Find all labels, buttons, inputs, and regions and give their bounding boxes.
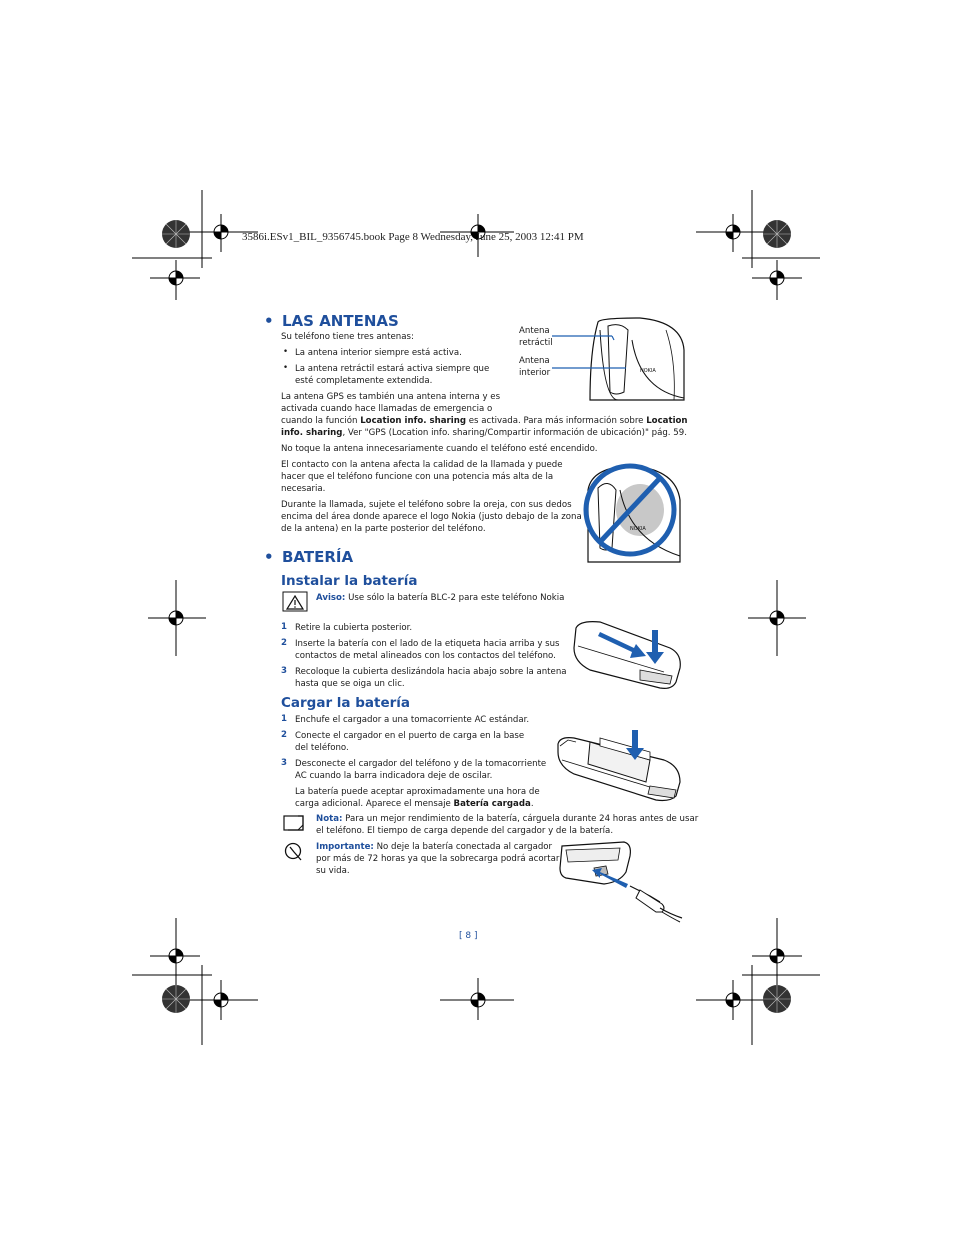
important-body: No deje la batería conectada al cargador xyxy=(373,842,553,852)
bullet-dot: • xyxy=(283,347,289,357)
install-step-2-line-1: Inserte la batería con el lado de la etiqueta hacia arriba y sus xyxy=(295,639,560,649)
no-touch-text: No toque la antena innecesariamente cuando el teléfono esté encendido. xyxy=(281,444,598,454)
section-bullet: • xyxy=(264,548,274,566)
label-retractable-1: Antena xyxy=(519,326,550,336)
warning-body: Use sólo la batería BLC-2 para este teléfono Nokia xyxy=(345,593,565,603)
gps-line-2: activada cuando hace llamadas de emergencia o xyxy=(281,404,493,414)
label-retractable-2: retráctil xyxy=(519,338,553,348)
feature-name: info. sharing xyxy=(281,428,343,438)
gps-line-1: La antena GPS es también una antena interna y es xyxy=(281,392,501,402)
contact-line-1: El contacto con la antena afecta la calidad de la llamada y puede xyxy=(281,460,563,470)
section-title-text: LAS ANTENAS xyxy=(282,312,399,330)
antennas-intro: Su teléfono tiene tres antenas: xyxy=(281,332,414,342)
step-number: 3 xyxy=(281,758,287,768)
label-interior-2: interior xyxy=(519,368,551,378)
subsection-install-battery: Instalar la batería xyxy=(281,573,418,589)
important-line-2: por más de 72 horas ya que la sobrecarga podrá acortar xyxy=(316,854,560,864)
install-step-3-line-1: Recoloque la cubierta deslizándola hacia abajo sobre la antena xyxy=(295,667,567,677)
bullet-dot: • xyxy=(283,363,289,373)
cross-reference: , Ver "GPS (Location info. sharing/Compartir información de ubicación)" pág. 59. xyxy=(342,428,687,438)
step-number: 1 xyxy=(281,622,287,632)
nokia-logo-text: NOKIA xyxy=(630,526,646,532)
important-label: Importante: xyxy=(316,842,374,852)
warning-label: Aviso: xyxy=(316,593,346,603)
step-number: 1 xyxy=(281,714,287,724)
charge-step-2-line-1: Conecte el cargador en el puerto de carga en la base xyxy=(295,731,525,741)
step-number: 3 xyxy=(281,666,287,676)
step-number: 2 xyxy=(281,730,287,740)
text: carga adicional. Aparece el mensaje xyxy=(295,799,454,809)
bullet-interior: La antena interior siempre está activa. xyxy=(295,348,462,358)
during-line-3: de la antena) en la parte posterior del teléfono. xyxy=(281,524,486,534)
text: cuando la función xyxy=(281,416,361,426)
text: . xyxy=(530,799,534,809)
install-step-3-line-2: hasta que se oiga un clic. xyxy=(295,679,405,689)
feature-name: Location xyxy=(646,416,688,426)
charge-step-2-line-2: del teléfono. xyxy=(295,743,349,753)
important-line-3: su vida. xyxy=(316,866,350,876)
install-step-1: Retire la cubierta posterior. xyxy=(295,623,413,633)
feature-name: Location info. sharing xyxy=(360,416,466,426)
install-step-2-line-2: contactos de metal alineados con los contactos del teléfono. xyxy=(295,651,556,661)
note-body: Para un mejor rendimiento de la batería, cárguela durante 24 horas antes de usar xyxy=(342,814,699,824)
page-number: [ 8 ] xyxy=(459,931,478,941)
contact-line-3: necesaria. xyxy=(281,484,326,494)
contact-line-2: hacer que el teléfono funcione con una potencia más alta de la xyxy=(281,472,554,482)
note-line-2: el teléfono. El tiempo de carga depende del cargador y de la batería. xyxy=(316,826,614,836)
nokia-logo-text: NOKIA xyxy=(640,368,656,374)
subsection-charge-battery: Cargar la batería xyxy=(281,695,411,711)
section-bullet: • xyxy=(264,312,274,330)
charge-step-3-line-1: Desconecte el cargador del teléfono y de la tomacorriente xyxy=(295,759,547,769)
bullet-retractable-2: esté completamente extendida. xyxy=(295,376,433,386)
note-label: Nota: xyxy=(316,814,343,824)
charge-extra-1: La batería puede aceptar aproximadamente una hora de xyxy=(295,787,540,797)
during-line-2: encima del área donde aparece el logo Nokia (justo debajo de la zona xyxy=(281,512,582,522)
book-header: 3586i.ESv1_BIL_9356745.book Page 8 Wednesday, June 25, 2003 12:41 PM xyxy=(242,231,584,243)
during-line-1: Durante la llamada, sujete el teléfono sobre la oreja, con sus dedos xyxy=(281,500,572,510)
label-interior-1: Antena xyxy=(519,356,550,366)
text: es activada. Para más información sobre xyxy=(465,416,647,426)
step-number: 2 xyxy=(281,638,287,648)
charge-step-3-line-2: AC cuando la barra indicadora deje de oscilar. xyxy=(295,771,493,781)
bullet-retractable-1: La antena retráctil estará activa siempre que xyxy=(295,364,490,374)
charge-step-1: Enchufe el cargador a una tomacorriente AC estándar. xyxy=(295,715,530,725)
section-title-text: BATERÍA xyxy=(282,548,354,566)
screen-message: Batería cargada xyxy=(453,799,531,809)
